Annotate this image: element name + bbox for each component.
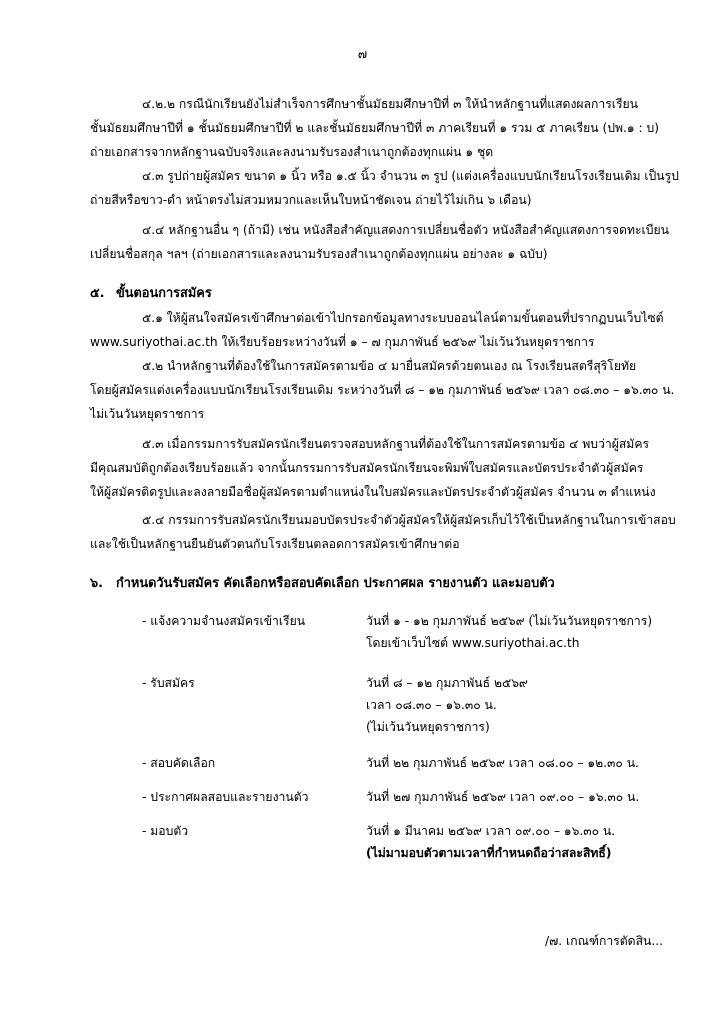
schedule-label: - ประกาศผลสอบและรายงานตัว [142, 790, 309, 804]
schedule-label: - มอบตัว [142, 824, 189, 838]
schedule-value-line: วันที่ ๒๗ กุมภาพันธ์ ๒๕๖๙ เวลา ๐๙.๐๐ – ๑๖.๓๐ น. [366, 790, 640, 804]
schedule-value [366, 672, 528, 738]
item-4-2-2-line2: ชั้นมัธยมศึกษาปีที่ ๑ ชั้นมัธยมศึกษาปีที่ ๒ และชั้นมัธยมศึกษาปีที่ ๓ ภาคเรียนที่ ๑ รวม ๕ ภาคเรียน (ปพ.๑ : บ) [90, 121, 659, 135]
item-5-1-line1: ๕.๑ ให้ผู้สนใจสมัครเข้าศึกษาต่อเข้าไปกรอกข้อมูลทางระบบออนไลน์ตามขั้นตอนที่ปรากฏบนเว็บไซต์ [142, 311, 664, 325]
item-5-3-line1: ๕.๓ เมื่อกรรมการรับสมัครนักเรียนตรวจสอบหลักฐานที่ต้องใช้ในการสมัครตามข้อ ๔ พบว่าผู้สมัคร [142, 437, 650, 451]
schedule-label: - รับสมัคร [142, 676, 195, 690]
schedule-value-line: วันที่ ๑ - ๑๒ กุมภาพันธ์ ๒๕๖๙ (ไม่เว้นวันหยุดราชการ) [366, 614, 653, 628]
item-4-3-line1: ๔.๓ รูปถ่ายผู้สมัคร ขนาด ๑ นิ้ว หรือ ๑.๕ นิ้ว จำนวน ๓ รูป (แต่งเครื่องแบบนักเรียนโรงเรียนเดิม เป็นรูป [142, 169, 679, 183]
section-5-heading [90, 282, 212, 306]
section-5-number: ๕. [90, 286, 105, 301]
section-6-title: กำหนดวันรับสมัคร คัดเลือกหรือสอบคัดเลือก ประกาศผล รายงานตัว และมอบตัว [116, 576, 555, 591]
schedule-value-line: โดยเข้าเว็บไซต์ www.suriyothai.ac.th [366, 636, 580, 650]
item-5-4-line2: และใช้เป็นหลักฐานยืนยันตัวตนกับโรงเรียนตลอดการสมัครเข้าศึกษาต่อ [90, 537, 460, 551]
item-4-2-2-line3: ถ่ายเอกสารจากหลักฐานฉบับจริงและลงนามรับรองสำเนาถูกต้องทุกแผ่น ๑ ชุด [90, 145, 494, 159]
item-5-1-line2: www.suriyothai.ac.th ให้เรียบร้อยระหว่างวันที่ ๑ – ๗ กุมภาพันธ์ ๒๕๖๙ ไม่เว้นวันหยุดราชการ [90, 335, 595, 349]
schedule-value [366, 820, 615, 864]
item-5-2-line3: ไม่เว้นวันหยุดราชการ [90, 407, 205, 421]
schedule-value-line: (ไม่เว้นวันหยุดราชการ) [366, 720, 490, 734]
item-4-4-line2: เปลี่ยนชื่อสกุล ฯลฯ (ถ่ายเอกสารและลงนามรับรองสำเนาถูกต้องทุกแผ่น อย่างละ ๑ ฉบับ) [90, 247, 548, 261]
schedule-value [366, 786, 639, 808]
next-page-hint: /๗. เกณฑ์การตัดสิน... [545, 934, 663, 948]
section-5-title: ขั้นตอนการสมัคร [116, 286, 212, 301]
item-4-4-line1: ๔.๔ หลักฐานอื่น ๆ (ถ้ามี) เช่น หนังสือสำคัญแสดงการเปลี่ยนชื่อตัว หนังสือสำคัญแสดงการจดทะเบียน [142, 223, 669, 237]
item-5-2-line1: ๕.๒ นำหลักฐานที่ต้องใช้ในการสมัครตามข้อ ๔ มายื่นสมัครด้วยตนเอง ณ โรงเรียนสตรีสุริโยทัย [142, 359, 637, 373]
item-5-3-line3: ให้ผู้สมัครติดรูปและลงลายมือชื่อผู้สมัครตามตำแหน่งในใบสมัครและบัตรประจำตัวผู้สมัคร จำนวน ๓ ตำแหน่ง [90, 485, 656, 499]
schedule-label: - สอบคัดเลือก [142, 756, 216, 770]
schedule-value-line: เวลา ๐๘.๓๐ – ๑๖.๓๐ น. [366, 698, 497, 712]
item-4-2-2-line1: ๔.๒.๒ กรณีนักเรียนยังไม่สำเร็จการศึกษาชั้นมัธยมศึกษาปีที่ ๓ ให้นำหลักฐานที่แสดงผลการเรียน [142, 97, 638, 111]
schedule-value-line: วันที่ ๑ มีนาคม ๒๕๖๙ เวลา ๐๙.๐๐ – ๑๖.๓๐ น. [366, 824, 616, 838]
page-number: ๗ [357, 46, 368, 61]
section-6-number: ๖. [90, 576, 103, 591]
item-4-3-line2: ถ่ายสีหรือขาว-ดำ หน้าตรงไม่สวมหมวกและเห็นใบหน้าชัดเจน ถ่ายไว้ไม่เกิน ๖ เดือน) [90, 193, 532, 207]
schedule-value [366, 610, 652, 654]
forfeit-note: (ไม่มามอบตัวตามเวลาที่กำหนดถือว่าสละสิทธิ์) [366, 846, 612, 860]
schedule-label: - แจ้งความจำนงสมัครเข้าเรียน [142, 614, 306, 628]
item-5-4-line1: ๕.๔ กรรมการรับสมัครนักเรียนมอบบัตรประจำตัวผู้สมัครให้ผู้สมัครเก็บไว้ใช้เป็นหลักฐานในการเข้าสอบ [142, 513, 676, 527]
schedule-value-line: วันที่ ๘ – ๑๒ กุมภาพันธ์ ๒๕๖๙ [366, 676, 528, 690]
item-5-3-line2: มีคุณสมบัติถูกต้องเรียบร้อยแล้ว จากนั้นกรรมการรับสมัครนักเรียนจะพิมพ์ใบสมัครและบัตรประจำตัวผู้สมัคร [90, 461, 644, 475]
item-5-2-line2: โดยผู้สมัครแต่งเครื่องแบบนักเรียนโรงเรียนเดิม ระหว่างวันที่ ๘ – ๑๒ กุมภาพันธ์ ๒๕๖๙ เวลา ๐๘.๓๐ – ๑๖.๓๐ น. [90, 383, 675, 397]
schedule-value [366, 752, 639, 774]
schedule-value-line: วันที่ ๒๒ กุมภาพันธ์ ๒๕๖๙ เวลา ๐๘.๐๐ – ๑๒.๓๐ น. [366, 756, 639, 770]
section-6-heading [90, 572, 555, 596]
